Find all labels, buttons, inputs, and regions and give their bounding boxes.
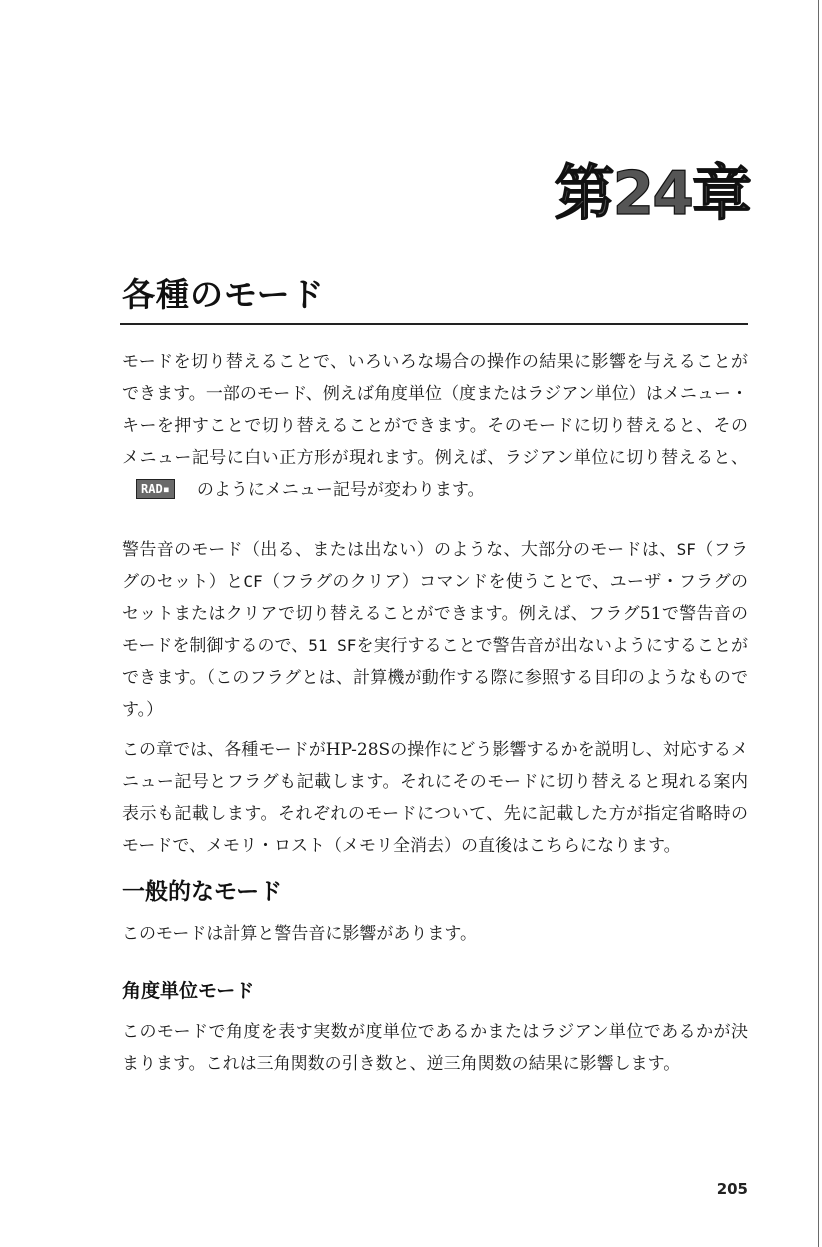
beep-flag-command: 51 SF [308, 636, 357, 655]
general-modes-text: このモードは計算と警告音に影響があります。 [122, 924, 477, 944]
flags-text-3: （フラグのクリア）コマンドを使うことで、ユーザ・フラグのセットまたはクリアで切り替えることができます。例えば、フラグ51で警告音のモードを制御するので、 [122, 572, 748, 656]
angle-mode-text: このモードで角度を表す実数が度単位であるかまたはラジアン単位であるかが決まります。これは三角関数の引き数と、逆三角関数の結果に影響します。 [122, 1022, 748, 1074]
section-title: 各種のモード [122, 275, 325, 314]
angle-mode-heading: 角度単位モード [122, 980, 255, 1002]
chapter-overview-paragraph: この章では、各種モードがHP-28Sの操作にどう影響するかを説明し、対応するメニュー記号とフラグも記載します。それにそのモードに切り替えると現れる案内表示も記載します。それぞれのモードについて、先に記載した方が指定省略時のモードで、メモリ・ロスト（メモリ全消去）の直後はこちらになります。 [122, 740, 748, 856]
flags-text-4: を実行することで警告音が出ないようにすることができます。（このフラグとは、計算機が動作する際に参照する目印のようなものです。） [122, 636, 749, 720]
intro-paragraph [122, 346, 748, 506]
intro-text: モードを切り替えることで、いろいろな場合の操作の結果に影響を与えることができます。一部のモード、例えば角度単位（度またはラジアン単位）はメニュー・キーを押すことで切り替えることができます。そのモードに切り替えると、そのメニュー記号に白い正方形が現れます。例えば、ラジアン単位に切り替えると、 [122, 352, 748, 468]
page-edge-line [818, 0, 819, 1247]
chapter-number: 第24章 [554, 159, 750, 229]
flags-text-2: （フラグのセット）と [122, 540, 749, 592]
intro-text-end: のようにメニュー記号が変わります。 [196, 480, 485, 500]
section-divider [120, 323, 748, 325]
page-number: 205 [716, 1180, 748, 1198]
cf-command: CF [243, 572, 263, 591]
rad-menu-label-badge: RAD▪ [136, 479, 175, 499]
sf-command: SF [676, 540, 696, 559]
flags-text-1: 警告音のモード（出る、または出ない）のような、大部分のモードは、 [122, 540, 677, 560]
page-body [122, 346, 748, 1080]
flags-paragraph [122, 534, 748, 726]
general-modes-heading: 一般的なモード [122, 879, 283, 905]
